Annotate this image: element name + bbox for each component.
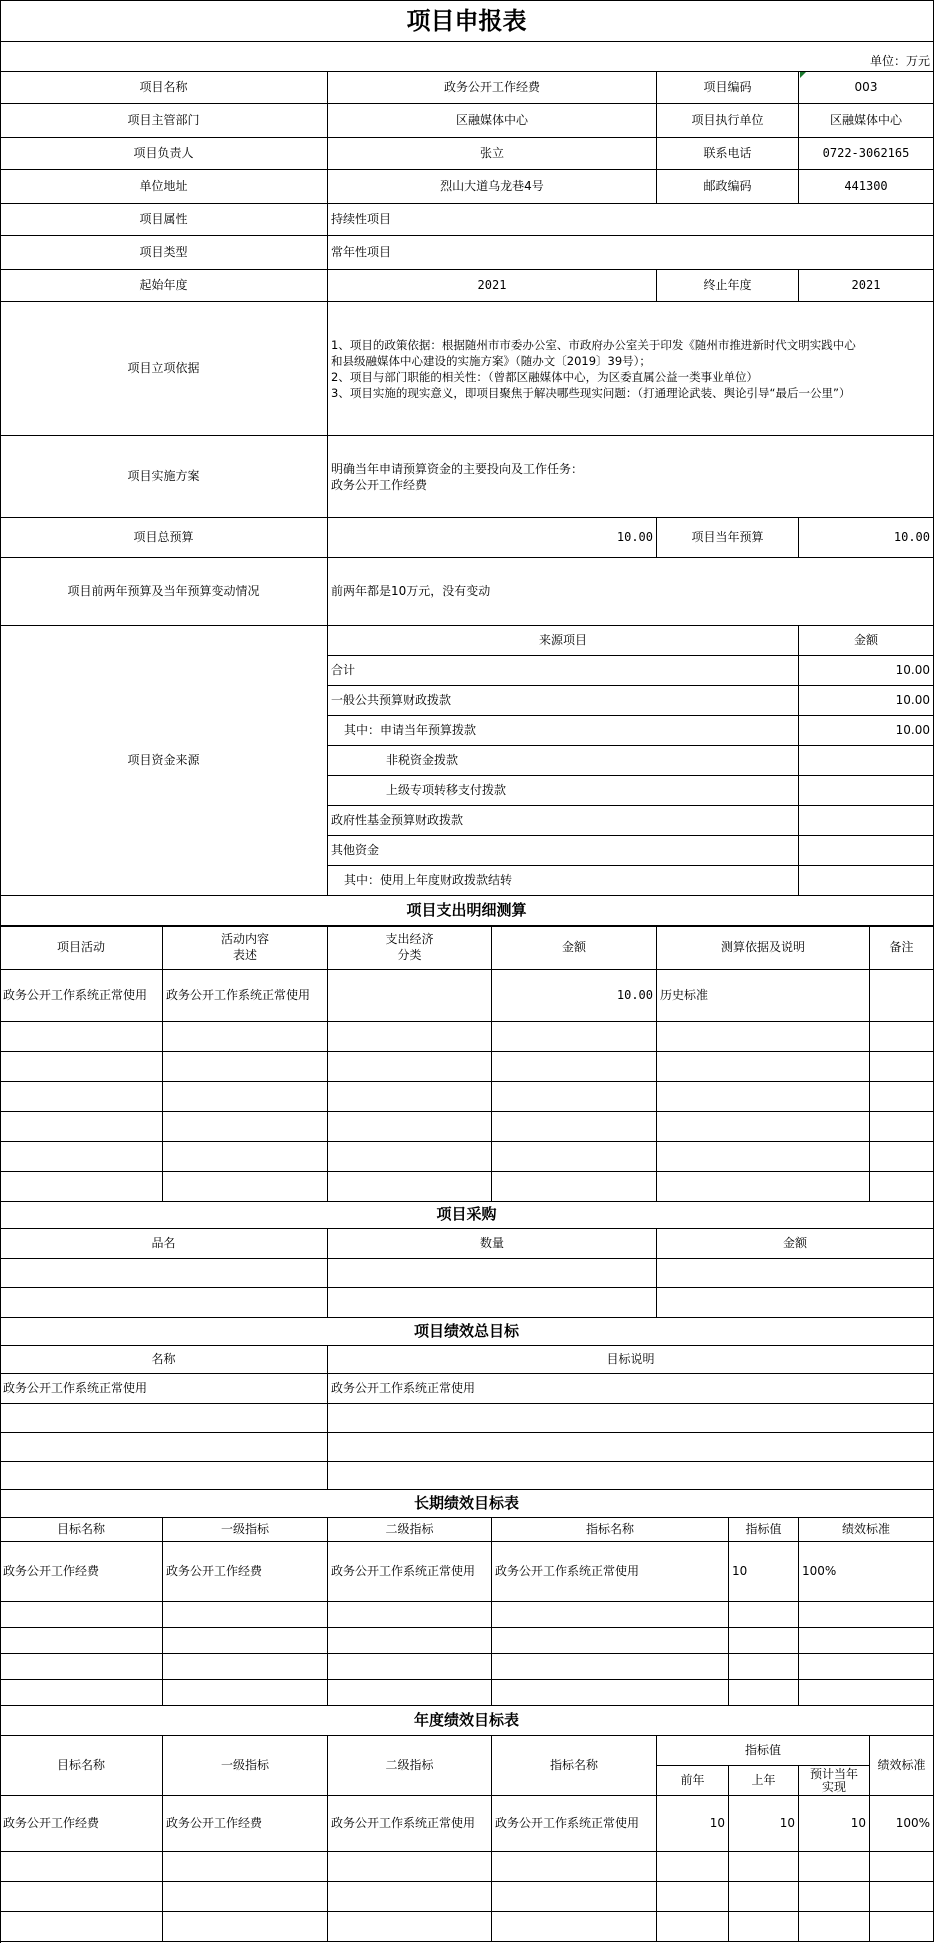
empty-cell (729, 1628, 799, 1654)
annual-header: 目标名称 (0, 1736, 163, 1796)
empty-cell (799, 1912, 870, 1942)
empty-cell (163, 1654, 328, 1680)
empty-cell (870, 1912, 934, 1942)
empty-cell (328, 1142, 492, 1172)
expense-header: 支出经济 分类 (328, 926, 492, 970)
empty-cell (328, 1052, 492, 1082)
empty-cell (799, 1680, 934, 1706)
empty-cell (799, 1852, 870, 1882)
procurement-section-title: 项目采购 (0, 1201, 934, 1229)
funding-row-amount (799, 776, 934, 806)
annual-subheader: 上年 (729, 1766, 799, 1796)
attr-label: 项目属性 (0, 204, 328, 236)
project-code-value: 003 (799, 72, 934, 104)
overall-cell (328, 1433, 934, 1462)
budget-change-value: 前两年都是10万元，没有变动 (328, 558, 934, 626)
start-year-label: 起始年度 (0, 270, 328, 302)
empty-cell (657, 1142, 870, 1172)
empty-cell (163, 1052, 328, 1082)
basis-line: 3、项目实施的现实意义，即项目聚焦于解决哪些现实问题：（打通理论武装、舆论引导“最后一公里”） (331, 385, 851, 400)
annual-prev1: 10 (729, 1796, 799, 1852)
empty-cell (163, 1602, 328, 1628)
overall-section-title: 项目绩效总目标 (0, 1318, 934, 1346)
empty-cell (492, 1172, 657, 1202)
overall-header: 名称 (0, 1346, 328, 1374)
empty-cell (163, 1852, 328, 1882)
funding-row-name: 非税资金拨款 (328, 746, 799, 776)
empty-cell (328, 1628, 492, 1654)
expense-header: 活动内容 表述 (163, 926, 328, 970)
empty-cell (0, 1052, 163, 1082)
cell-comment-marker (800, 72, 806, 78)
empty-cell (799, 1602, 934, 1628)
longterm-indicator: 政务公开工作系统正常使用 (492, 1542, 729, 1602)
empty-cell (870, 1022, 934, 1052)
empty-cell (163, 1172, 328, 1202)
empty-cell (0, 1142, 163, 1172)
empty-cell (0, 1628, 163, 1654)
empty-cell (163, 1912, 328, 1942)
procurement-cell (657, 1259, 934, 1288)
empty-cell (870, 1082, 934, 1112)
overall-desc: 政务公开工作系统正常使用 (328, 1374, 934, 1404)
longterm-section-title: 长期绩效目标表 (0, 1490, 934, 1518)
empty-cell (729, 1680, 799, 1706)
empty-cell (328, 1082, 492, 1112)
funding-row-name: 一般公共预算财政拨款 (328, 686, 799, 716)
dept-value: 区融媒体中心 (328, 104, 657, 138)
overall-cell (0, 1404, 328, 1433)
funding-label: 项目资金来源 (0, 626, 328, 896)
empty-cell (492, 1654, 729, 1680)
procurement-cell (328, 1259, 657, 1288)
plan-text (328, 436, 934, 518)
procurement-header: 金额 (657, 1229, 934, 1259)
empty-cell (870, 1172, 934, 1202)
procurement-cell (328, 1288, 657, 1318)
annual-header: 指标值 (657, 1736, 870, 1766)
longterm-standard: 100% (799, 1542, 934, 1602)
annual-header: 绩效标准 (870, 1736, 934, 1796)
funding-row-amount (799, 836, 934, 866)
longterm-header: 目标名称 (0, 1518, 163, 1542)
expense-note (870, 970, 934, 1022)
empty-cell (729, 1912, 799, 1942)
overall-cell (0, 1462, 328, 1490)
basis-text (328, 302, 934, 436)
empty-cell (163, 1022, 328, 1052)
dept-label: 项目主管部门 (0, 104, 328, 138)
funding-row-amount (799, 806, 934, 836)
longterm-header: 二级指标 (328, 1518, 492, 1542)
empty-cell (328, 1172, 492, 1202)
annual-subheader: 预计当年 实现 (799, 1766, 870, 1796)
phone-label: 联系电话 (657, 138, 799, 170)
annual-prev2: 10 (657, 1796, 729, 1852)
annual-header: 二级指标 (328, 1736, 492, 1796)
empty-cell (657, 1052, 870, 1082)
procurement-cell (657, 1288, 934, 1318)
annual-header: 一级指标 (163, 1736, 328, 1796)
empty-cell (328, 1912, 492, 1942)
empty-cell (799, 1628, 934, 1654)
empty-cell (492, 1022, 657, 1052)
funding-amount-header: 金额 (799, 626, 934, 656)
empty-cell (729, 1602, 799, 1628)
page-title: 项目申报表 (0, 0, 934, 42)
longterm-header: 指标名称 (492, 1518, 729, 1542)
longterm-header: 指标值 (729, 1518, 799, 1542)
empty-cell (492, 1912, 657, 1942)
plan-line: 明确当年申请预算资金的主要投向及工作任务： (331, 461, 584, 476)
owner-value: 张立 (328, 138, 657, 170)
annual-indicator: 政务公开工作系统正常使用 (492, 1796, 657, 1852)
annual-l1: 政务公开工作经费 (163, 1796, 328, 1852)
empty-cell (0, 1112, 163, 1142)
empty-cell (657, 1912, 729, 1942)
overall-header: 目标说明 (328, 1346, 934, 1374)
overall-cell (328, 1462, 934, 1490)
empty-cell (657, 1882, 729, 1912)
empty-cell (163, 1082, 328, 1112)
empty-cell (729, 1852, 799, 1882)
empty-cell (0, 1912, 163, 1942)
empty-cell (0, 1654, 163, 1680)
funding-row-name: 政府性基金预算财政拨款 (328, 806, 799, 836)
expense-basis: 历史标准 (657, 970, 870, 1022)
address-label: 单位地址 (0, 170, 328, 204)
total-budget-value: 10.00 (328, 518, 657, 558)
empty-cell (657, 1082, 870, 1112)
funding-row-amount (799, 746, 934, 776)
empty-cell (328, 1680, 492, 1706)
expense-category (328, 970, 492, 1022)
annual-l2: 政务公开工作系统正常使用 (328, 1796, 492, 1852)
empty-cell (799, 1654, 934, 1680)
empty-cell (870, 1052, 934, 1082)
funding-row-name: 合计 (328, 656, 799, 686)
empty-cell (0, 1882, 163, 1912)
empty-cell (870, 1142, 934, 1172)
phone-value: 0722-3062165 (799, 138, 934, 170)
project-name-value: 政务公开工作经费 (328, 72, 657, 104)
expense-header: 测算依据及说明 (657, 926, 870, 970)
empty-cell (729, 1654, 799, 1680)
empty-cell (0, 1680, 163, 1706)
exec-label: 项目执行单位 (657, 104, 799, 138)
type-value: 常年性项目 (328, 236, 934, 270)
basis-line: 1、项目的政策依据：根据随州市市委办公室、市政府办公室关于印发《随州市推进新时代文明实践中心 (331, 337, 856, 352)
annual-target: 政务公开工作经费 (0, 1796, 163, 1852)
annual-standard: 100% (870, 1796, 934, 1852)
procurement-header: 数量 (328, 1229, 657, 1259)
overall-name: 政务公开工作系统正常使用 (0, 1374, 328, 1404)
end-year-label: 终止年度 (657, 270, 799, 302)
empty-cell (492, 1602, 729, 1628)
expense-header: 项目活动 (0, 926, 163, 970)
longterm-header: 一级指标 (163, 1518, 328, 1542)
attr-value: 持续性项目 (328, 204, 934, 236)
annual-current: 10 (799, 1796, 870, 1852)
procurement-header: 品名 (0, 1229, 328, 1259)
type-label: 项目类型 (0, 236, 328, 270)
empty-cell (0, 1022, 163, 1052)
empty-cell (492, 1680, 729, 1706)
expense-section-title: 项目支出明细测算 (0, 896, 934, 926)
annual-subheader: 前年 (657, 1766, 729, 1796)
empty-cell (492, 1882, 657, 1912)
longterm-value: 10 (729, 1542, 799, 1602)
plan-label: 项目实施方案 (0, 436, 328, 518)
empty-cell (328, 1112, 492, 1142)
empty-cell (492, 1082, 657, 1112)
end-year-value: 2021 (799, 270, 934, 302)
empty-cell (729, 1882, 799, 1912)
empty-cell (328, 1654, 492, 1680)
empty-cell (492, 1112, 657, 1142)
funding-row-name: 上级专项转移支付拨款 (328, 776, 799, 806)
overall-cell (0, 1433, 328, 1462)
exec-value: 区融媒体中心 (799, 104, 934, 138)
funding-row-name: 其他资金 (328, 836, 799, 866)
overall-cell (328, 1404, 934, 1433)
total-budget-label: 项目总预算 (0, 518, 328, 558)
zip-label: 邮政编码 (657, 170, 799, 204)
owner-label: 项目负责人 (0, 138, 328, 170)
procurement-cell (0, 1288, 328, 1318)
empty-cell (657, 1112, 870, 1142)
procurement-cell (0, 1259, 328, 1288)
funding-row-amount: 10.00 (799, 656, 934, 686)
longterm-l2: 政务公开工作系统正常使用 (328, 1542, 492, 1602)
annual-header: 指标名称 (492, 1736, 657, 1796)
empty-cell (328, 1602, 492, 1628)
empty-cell (657, 1852, 729, 1882)
empty-cell (657, 1172, 870, 1202)
empty-cell (799, 1882, 870, 1912)
funding-row-amount: 10.00 (799, 716, 934, 746)
empty-cell (870, 1112, 934, 1142)
empty-cell (328, 1022, 492, 1052)
expense-header: 金额 (492, 926, 657, 970)
zip-value: 441300 (799, 170, 934, 204)
funding-row-name: 其中：申请当年预算拨款 (328, 716, 799, 746)
empty-cell (0, 1852, 163, 1882)
budget-change-label: 项目前两年预算及当年预算变动情况 (0, 558, 328, 626)
basis-line: 2、项目与部门职能的相关性：（曾都区融媒体中心，为区委直属公益一类事业单位） (331, 369, 759, 384)
empty-cell (0, 1602, 163, 1628)
year-budget-label: 项目当年预算 (657, 518, 799, 558)
empty-cell (492, 1852, 657, 1882)
longterm-header: 绩效标准 (799, 1518, 934, 1542)
address-value: 烈山大道乌龙巷4号 (328, 170, 657, 204)
longterm-target: 政务公开工作经费 (0, 1542, 163, 1602)
plan-line: 政务公开工作经费 (331, 477, 428, 492)
basis-label: 项目立项依据 (0, 302, 328, 436)
empty-cell (163, 1628, 328, 1654)
expense-content: 政务公开工作系统正常使用 (163, 970, 328, 1022)
empty-cell (657, 1022, 870, 1052)
year-budget-value: 10.00 (799, 518, 934, 558)
funding-row-amount (799, 866, 934, 896)
empty-cell (492, 1628, 729, 1654)
empty-cell (0, 1082, 163, 1112)
annual-section-title: 年度绩效目标表 (0, 1706, 934, 1736)
empty-cell (870, 1882, 934, 1912)
empty-cell (870, 1852, 934, 1882)
empty-cell (328, 1882, 492, 1912)
empty-cell (163, 1680, 328, 1706)
empty-cell (163, 1112, 328, 1142)
empty-cell (328, 1852, 492, 1882)
start-year-value: 2021 (328, 270, 657, 302)
basis-line: 和县级融媒体中心建设的实施方案》（随办文〔2019〕39号）； (331, 353, 651, 368)
unit-label: 单位：万元 (0, 42, 934, 72)
funding-row-amount: 10.00 (799, 686, 934, 716)
empty-cell (492, 1052, 657, 1082)
expense-header: 备注 (870, 926, 934, 970)
empty-cell (163, 1882, 328, 1912)
funding-row-name: 其中：使用上年度财政拨款结转 (328, 866, 799, 896)
expense-amount: 10.00 (492, 970, 657, 1022)
project-code-label: 项目编码 (657, 72, 799, 104)
expense-activity: 政务公开工作系统正常使用 (0, 970, 163, 1022)
empty-cell (0, 1172, 163, 1202)
project-name-label: 项目名称 (0, 72, 328, 104)
longterm-l1: 政务公开工作经费 (163, 1542, 328, 1602)
empty-cell (492, 1142, 657, 1172)
empty-cell (163, 1142, 328, 1172)
funding-source-header: 来源项目 (328, 626, 799, 656)
